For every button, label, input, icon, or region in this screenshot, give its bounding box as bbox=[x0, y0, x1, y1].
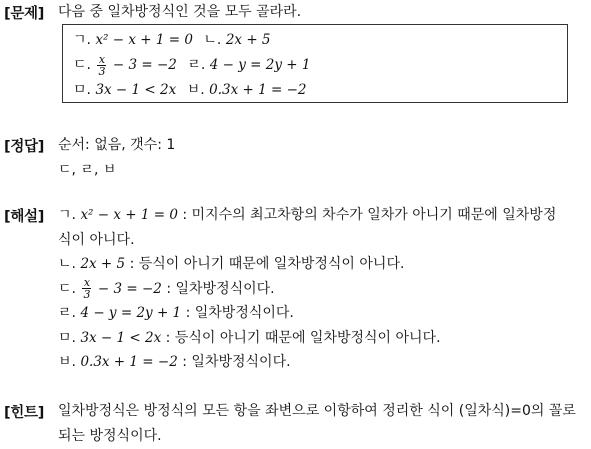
explanation-label: ㅂ. bbox=[58, 354, 76, 370]
explanation-line bbox=[58, 277, 587, 302]
explanation-line bbox=[58, 301, 587, 326]
explanation-label: ㄴ. bbox=[58, 256, 76, 272]
explanation-label: ㄱ. bbox=[58, 207, 76, 223]
fraction bbox=[97, 54, 106, 77]
explanation-text: : 등식이 아니기 때문에 일차방정식이 아니다. bbox=[125, 256, 405, 272]
option-expression: 3x − 1 < 2x bbox=[95, 82, 177, 98]
option-4 bbox=[187, 53, 310, 78]
hint-text: 일차방정식은 방정식의 모든 항을 좌변으로 이항하여 정리한 식이 (일차식)=0의 꼴로 되는 방정식이다. bbox=[58, 403, 576, 444]
explanation-label: ㄹ. bbox=[58, 305, 76, 321]
option-expression: − 3 = −2 bbox=[112, 57, 177, 73]
answer-tag: [정답] bbox=[4, 139, 45, 155]
fraction-numerator: x bbox=[83, 276, 91, 289]
option-expression: 2x + 5 bbox=[225, 32, 271, 48]
explanation-text: 식이 아니다. bbox=[58, 231, 135, 248]
fraction-denominator: 3 bbox=[98, 64, 106, 78]
explanation-line bbox=[58, 252, 587, 277]
explanation-text: : 일차방정식이다. bbox=[181, 305, 294, 321]
explanation-label: ㄷ. bbox=[58, 280, 76, 297]
option-2 bbox=[203, 28, 270, 53]
explanation-expression: 2x + 5 bbox=[80, 256, 126, 272]
explanation-expression: 4 − y = 2y + 1 bbox=[80, 305, 182, 321]
explanation-text: : 미지수의 최고차항의 차수가 일차가 아니기 때문에 일차방정 bbox=[177, 207, 557, 223]
option-label: ㅁ. bbox=[73, 82, 91, 98]
option-label: ㄹ. bbox=[187, 57, 206, 73]
answer-choices: ㄷ, ㄹ, ㅂ bbox=[58, 161, 117, 178]
explanation-expression: − 3 = −2 bbox=[97, 280, 162, 297]
option-5 bbox=[73, 78, 176, 103]
option-6 bbox=[187, 78, 307, 103]
option-label: ㄴ. bbox=[203, 32, 222, 48]
option-label: ㄱ. bbox=[73, 32, 91, 48]
explanation-text: : 등식이 아니기 때문에 일차방정식이 아니다. bbox=[161, 329, 441, 346]
explanation-line bbox=[58, 228, 587, 253]
option-label: ㄷ. bbox=[73, 57, 91, 73]
explanation-tag: [해설] bbox=[4, 209, 45, 225]
answer-summary: 순서: 없음, 갯수: 1 bbox=[58, 137, 176, 153]
hint-section bbox=[4, 399, 587, 447]
problem-tag: [문제] bbox=[4, 6, 45, 22]
option-3 bbox=[73, 53, 177, 78]
answer-section bbox=[4, 133, 587, 183]
explanation-line bbox=[58, 203, 587, 228]
explanation-expression: 3x − 1 < 2x bbox=[80, 329, 162, 346]
fraction-denominator: 3 bbox=[83, 288, 91, 301]
hint-tag: [힌트] bbox=[4, 405, 45, 421]
fraction-numerator: x bbox=[98, 52, 106, 66]
explanation-text: : 일차방정식이다. bbox=[161, 280, 275, 297]
explanation-line bbox=[58, 350, 587, 375]
explanation-expression: x² − x + 1 = 0 bbox=[80, 207, 178, 223]
options-box bbox=[62, 24, 568, 103]
explanation-line bbox=[58, 326, 587, 351]
problem-question: 다음 중 일차방정식인 것을 모두 골라라. bbox=[58, 4, 302, 20]
option-1 bbox=[73, 28, 193, 53]
option-label: ㅂ. bbox=[186, 82, 205, 98]
explanation-section bbox=[4, 203, 587, 383]
problem-section bbox=[4, 0, 587, 105]
explanation-text: : 일차방정식이다. bbox=[177, 354, 291, 370]
option-expression: x² − x + 1 = 0 bbox=[95, 32, 193, 48]
option-expression: 0.3x + 1 = −2 bbox=[209, 82, 307, 98]
fraction bbox=[82, 277, 91, 300]
option-expression: 4 − y = 2y + 1 bbox=[209, 57, 311, 73]
explanation-expression: 0.3x + 1 = −2 bbox=[80, 354, 178, 370]
explanation-label: ㅁ. bbox=[58, 329, 76, 346]
